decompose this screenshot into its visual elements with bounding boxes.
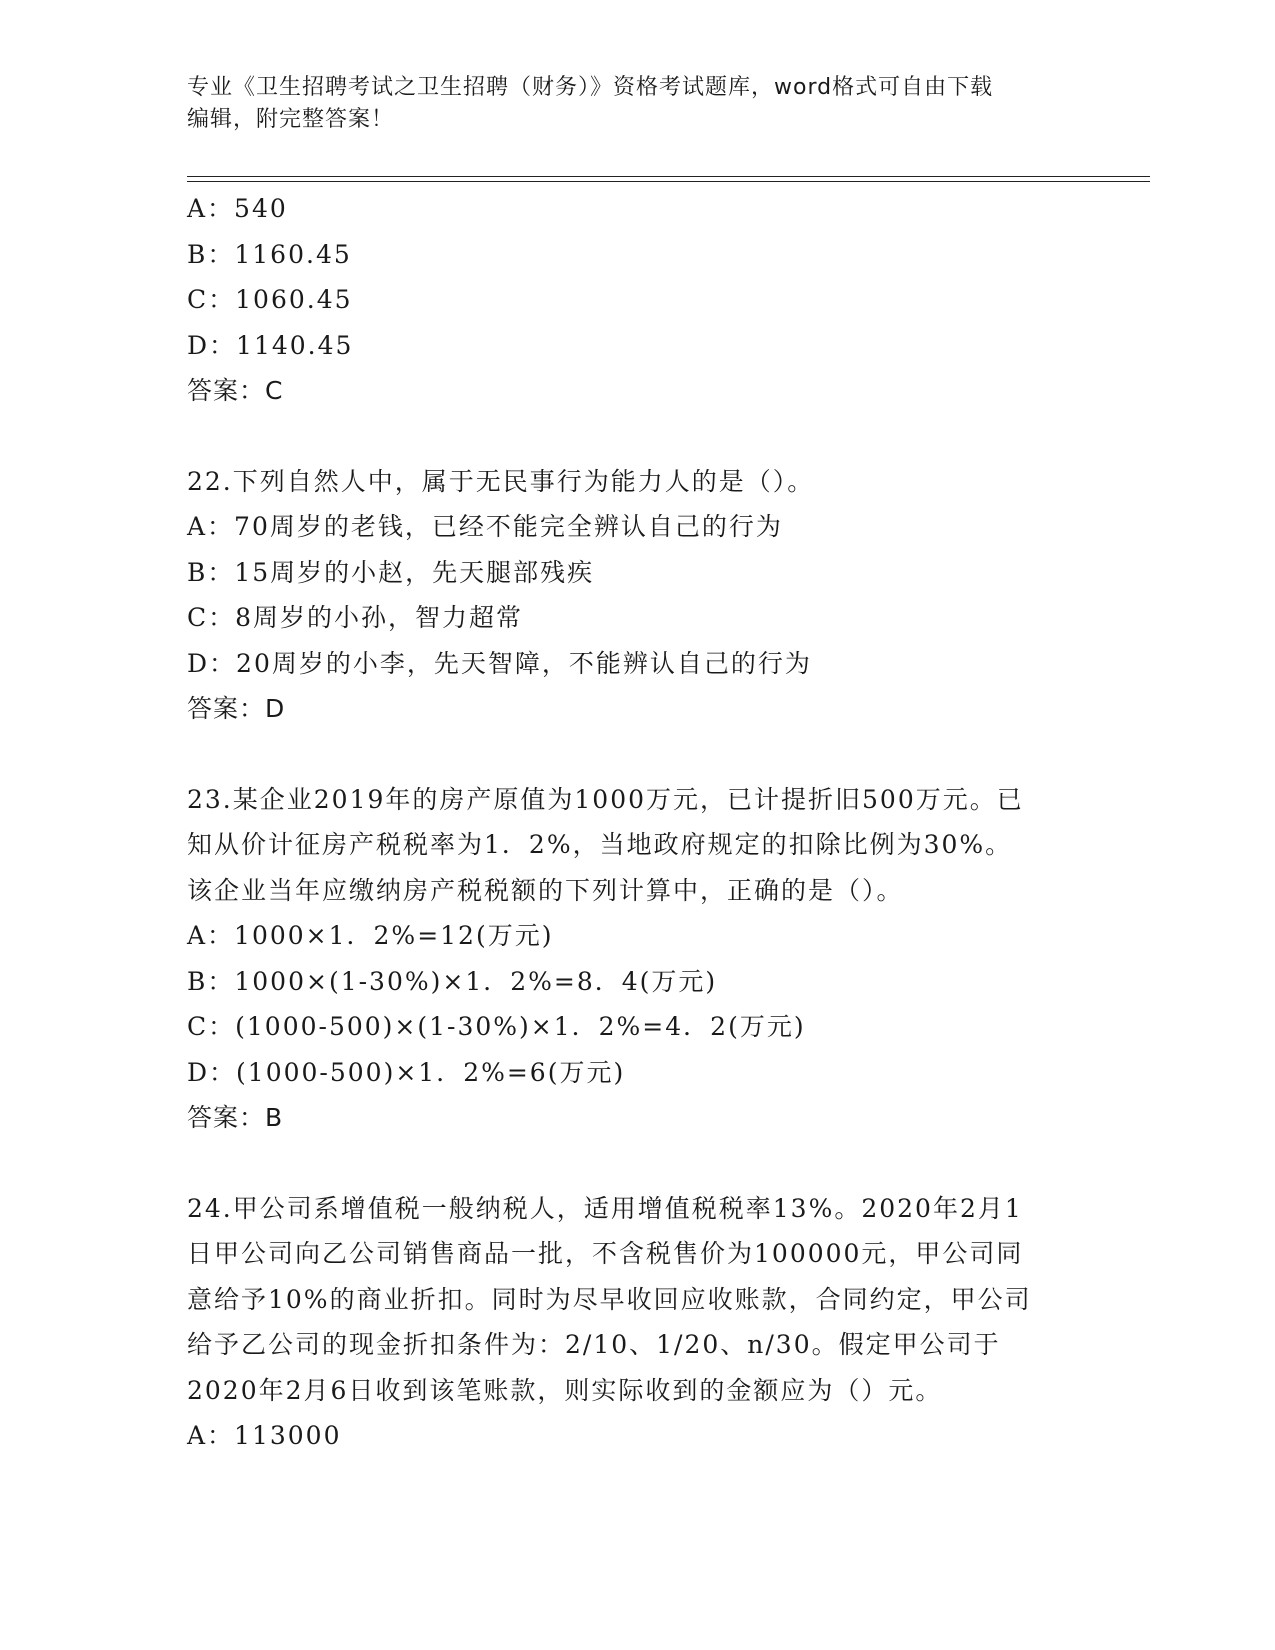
question-stem-line: 意给予10%的商业折扣。同时为尽早收回应收账款，合同约定，甲公司 [187,1284,1032,1314]
question-stem: 22.下列自然人中，属于无民事行为能力人的是（）。 [187,466,815,496]
question-23 [187,777,1107,1141]
option-c: C：1060.45 [187,285,353,314]
option-a: A：540 [187,194,288,223]
option-c: C：(1000-500)×(1-30%)×1．2%=4．2(万元) [187,1012,806,1041]
spacer [187,414,1107,459]
option-b: B：1160.45 [187,239,352,269]
document-header [187,72,1087,136]
option-d: D：1140.45 [187,330,354,360]
question-22 [187,459,1107,732]
header-line-1: 专业《卫生招聘考试之卫生招聘（财务）》资格考试题库，word格式可自由下载 [187,75,994,100]
answer: 答案：B [187,1103,284,1132]
option-c: C：8周岁的小孙，智力超常 [187,603,524,632]
question-stem-line: 给予乙公司的现金折扣条件为：2/10、1/20、n/30。假定甲公司于 [187,1330,1001,1359]
option-d: D：(1000-500)×1．2%=6(万元) [187,1057,626,1087]
header-line-2: 编辑，附完整答案！ [187,107,395,132]
spacer [187,1141,1107,1186]
question-stem-line: 23.某企业2019年的房产原值为1000万元，已计提折旧500万元。已 [187,784,1024,814]
header-divider-bottom [187,181,1150,182]
question-stem-line: 知从价计征房产税税率为1．2%，当地政府规定的扣除比例为30%。 [187,830,1013,859]
option-b: B：1000×(1-30%)×1．2%=8．4(万元) [187,966,718,996]
spacer [187,732,1107,777]
question-content [187,186,1107,1459]
header-divider-top [187,176,1150,177]
question-21 [187,186,1107,414]
option-a: A：70周岁的老钱，已经不能完全辨认自己的行为 [187,512,783,541]
option-d: D：20周岁的小李，先天智障，不能辨认自己的行为 [187,648,812,678]
option-a: A：1000×1．2%=12(万元) [187,921,554,950]
question-24 [187,1186,1107,1459]
question-stem-line: 24.甲公司系增值税一般纳税人，适用增值税税率13%。2020年2月1 [187,1193,1023,1223]
option-b: B：15周岁的小赵，先天腿部残疾 [187,557,595,587]
option-a: A：113000 [187,1421,342,1450]
answer: 答案：D [187,694,286,723]
question-stem-line: 2020年2月6日收到该笔账款，则实际收到的金额应为（）元。 [187,1375,943,1405]
answer: 答案：C [187,376,284,405]
question-stem-line: 日甲公司向乙公司销售商品一批，不含税售价为100000元，甲公司同 [187,1239,1024,1268]
question-stem-line: 该企业当年应缴纳房产税税额的下列计算中，正确的是（）。 [187,875,904,905]
